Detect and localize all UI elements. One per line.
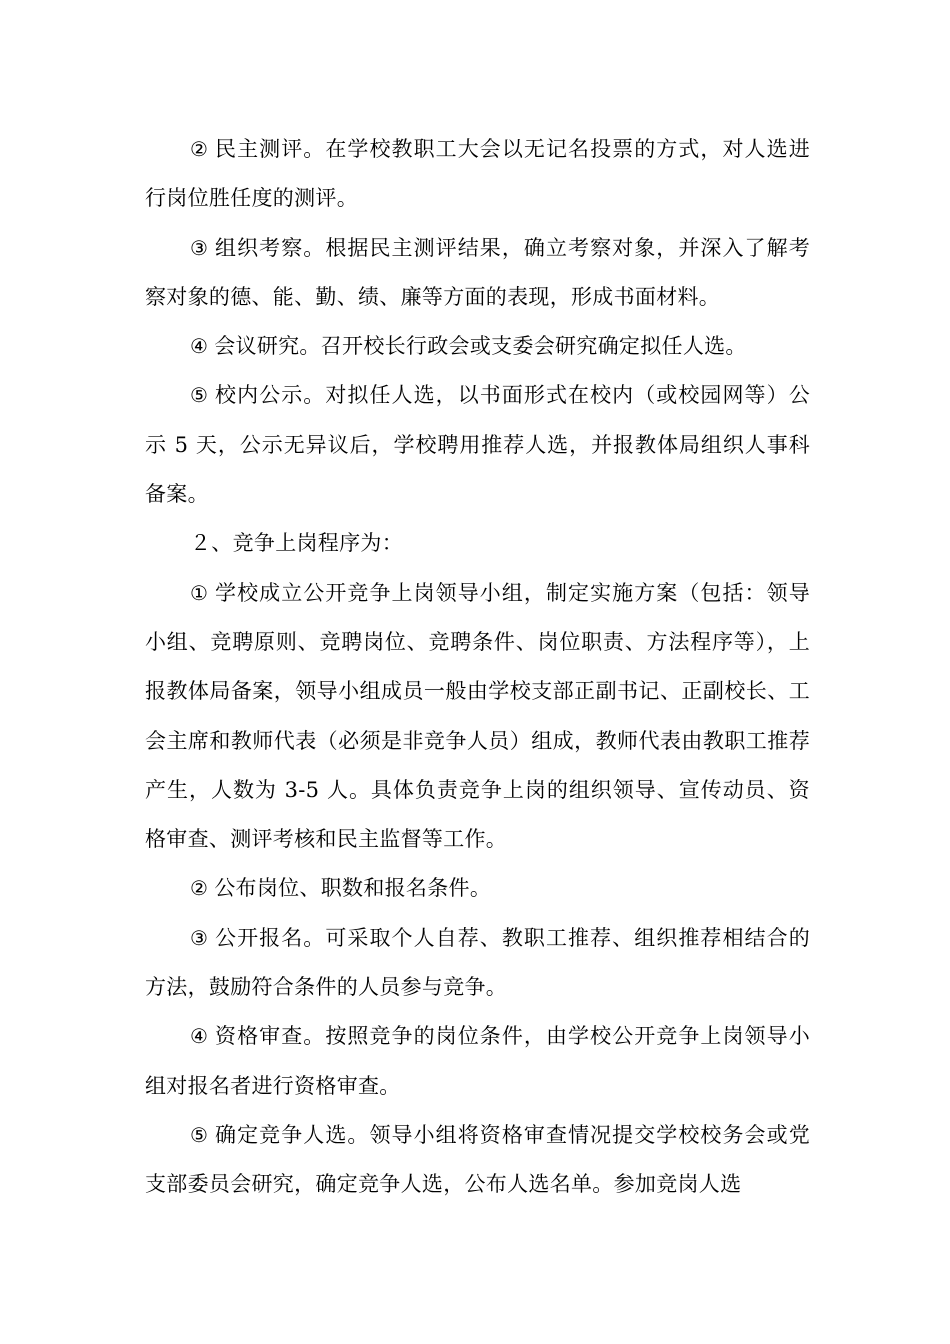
paragraph-open-registration <box>145 914 810 1013</box>
item-marker: ② <box>190 137 209 161</box>
paragraph-text: 公布岗位、职数和报名条件。 <box>214 876 492 901</box>
paragraph-meeting-research <box>145 322 810 371</box>
paragraph-text: 公开报名。可采取个人自荐、教职工推荐、组织推荐相结合的方法，鼓励符合条件的人员参与竞争。 <box>145 925 810 1000</box>
item-marker: ③ <box>190 925 209 950</box>
paragraph-text: 民主测评。在学校教职工大会以无记名投票的方式，对人选进行岗位胜任度的测评。 <box>145 137 810 211</box>
document-body <box>145 125 810 1210</box>
paragraph-organizational-inspection <box>145 224 810 323</box>
paragraph-determine-candidates <box>145 1111 810 1210</box>
section-heading-competition-procedure <box>145 519 810 568</box>
paragraph-text: 校内公示。对拟任人选，以书面形式在校内（或校园网等）公示 5 天，公示无异议后，学校聘用推荐人选，并报教体局组织人事科备案。 <box>145 383 810 507</box>
paragraph-publish-positions <box>145 864 810 913</box>
item-marker: ④ <box>190 1024 209 1049</box>
paragraph-text: 会议研究。召开校长行政会或支委会研究确定拟任人选。 <box>214 334 747 359</box>
paragraph-text: 确定竞争人选。领导小组将资格审查情况提交学校校务会或党支部委员会研究，确定竞争人选，公布人选名单。参加竞岗人选 <box>145 1122 810 1197</box>
item-marker: ② <box>190 876 209 901</box>
paragraph-qualification-review <box>145 1012 810 1111</box>
paragraph-text: 组织考察。根据民主测评结果，确立考察对象，并深入了解考察对象的德、能、勤、绩、廉等方面的表现，形成书面材料。 <box>145 235 810 309</box>
paragraph-public-notice <box>145 371 810 519</box>
item-marker: ⑤ <box>190 1122 209 1147</box>
paragraph-text: 学校成立公开竞争上岗领导小组，制定实施方案（包括：领导小组、竞聘原则、竞聘岗位、竞聘条件、岗位职责、方法程序等），上报教体局备案，领导小组成员一般由学校支部正副书记、正副校长、工会主席和教师代表（必须是非竞争人员）组成，教师代表由教职工推荐产生，人数为 3-5 人。具体负责竞争上岗的组织领导、宣传动员、资格审查、测评考核和民主监督等工作。 <box>145 580 810 852</box>
paragraph-text: 资格审查。按照竞争的岗位条件，由学校公开竞争上岗领导小组对报名者进行资格审查。 <box>145 1024 810 1098</box>
item-marker: ① <box>190 580 209 605</box>
item-marker: ④ <box>190 334 209 359</box>
item-marker: ③ <box>190 235 209 260</box>
heading-text: ２、竞争上岗程序为： <box>190 531 403 556</box>
paragraph-leading-group <box>145 569 810 865</box>
paragraph-democratic-evaluation <box>145 125 810 224</box>
item-marker: ⑤ <box>190 383 209 408</box>
